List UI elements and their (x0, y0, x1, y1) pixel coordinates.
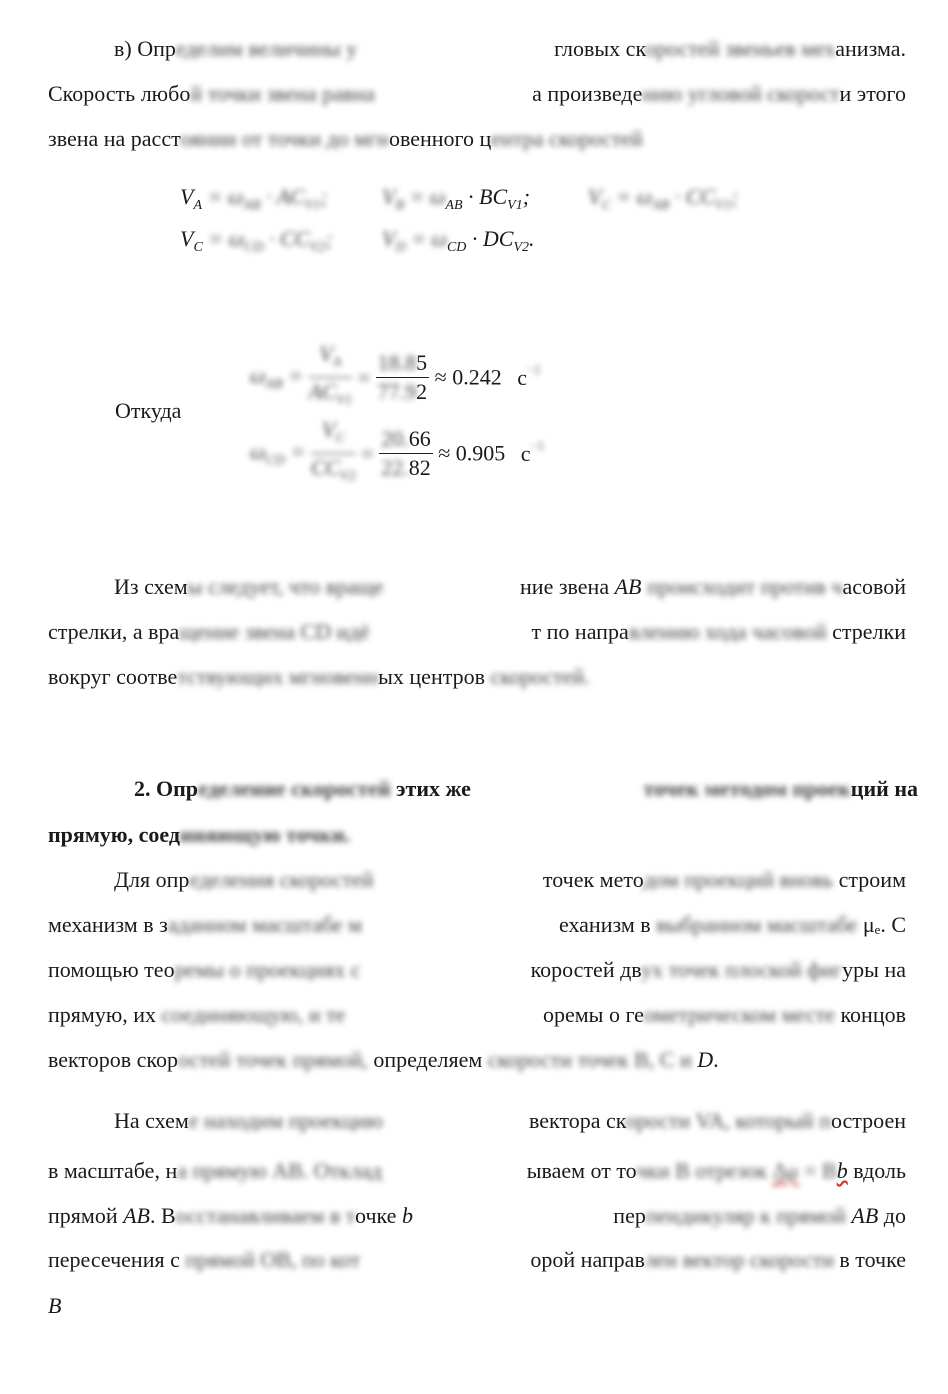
text: · DC (466, 226, 514, 251)
text: прямую, их (48, 1002, 162, 1027)
text-blurred: ух точек плоской фиг (640, 957, 843, 982)
para2-line1 (48, 574, 906, 600)
formula-vc2 (180, 226, 332, 256)
text-blurred: происходит против ч (641, 574, 843, 599)
text: определяем (367, 1047, 488, 1072)
text-blurred: B (395, 198, 405, 213)
text: AB (652, 198, 670, 213)
para3-line3 (48, 957, 906, 983)
text-blurred: ентра скоростей (491, 126, 643, 151)
text: · CC (669, 184, 716, 209)
text: C (335, 431, 345, 446)
text: ≈ 0.242 (434, 364, 502, 390)
text: вектора ск (529, 1108, 626, 1133)
text: AB (614, 574, 642, 599)
text-blurred: ометрическом месте (643, 1002, 835, 1027)
text: b (836, 1158, 848, 1183)
text: A (332, 355, 342, 370)
text-blurred: 20. (381, 426, 409, 451)
formula-omega-cd: $\omega_{CD}$ = $\frac{V_C}{CC_{V2}}$ = $\frac{20.66}{22.82}$ ≈ 0.905 $с^{-1}$ (250, 417, 545, 484)
text: т по напра (531, 619, 629, 644)
text: ≈ 0.905 (438, 440, 506, 466)
text: 5 (416, 350, 428, 375)
text: V1 (715, 198, 731, 213)
text-blurred: й точки звена равна (190, 81, 375, 106)
text: ; (522, 184, 531, 209)
para3-line1 (48, 867, 906, 893)
para3-line4 (48, 1002, 906, 1028)
text: На схем (114, 1108, 189, 1133)
formula-vb (382, 184, 530, 214)
text: C (601, 198, 611, 213)
para1-line2 (48, 81, 906, 107)
para3-line2 (48, 912, 906, 938)
text-blurred: A, который п (708, 1108, 831, 1133)
text-blurred: ; (320, 184, 328, 209)
text-blurred: = B (798, 1158, 837, 1183)
text-blurred: = ω (202, 184, 244, 209)
text: 66 (408, 426, 431, 451)
text-blurred: иняющую точки. (179, 822, 351, 847)
text: очке (355, 1203, 402, 1228)
text: вокруг соотве (48, 664, 178, 689)
para3-line5 (48, 1047, 906, 1073)
text: V2 (513, 240, 530, 255)
text-blurred: остей точек прямой, (177, 1047, 368, 1072)
text: вдоль (847, 1158, 906, 1183)
text: AC (308, 379, 337, 404)
text: прямой (48, 1203, 124, 1228)
text: V (588, 184, 602, 209)
text: ω (250, 362, 266, 388)
formula-omega-ab: $\omega_{AB}$ = $\frac{V_A}{AC_{V1}}$ = $\frac{18.85}{77.92}$ ≈ 0.242 $с^{-1}$ (250, 341, 541, 408)
text-blurred: = ω (405, 226, 447, 251)
text: . В (149, 1203, 176, 1228)
text: прямую, соед (48, 822, 180, 847)
text: CD (446, 240, 467, 255)
para2-line2 (48, 619, 906, 645)
text: V (180, 226, 194, 251)
text: механизм в з (48, 912, 168, 937)
text: CD (265, 452, 285, 468)
text: V (180, 184, 194, 209)
text: остроен (830, 1108, 906, 1133)
text-blurred: а прямую AB. Отклад (177, 1158, 382, 1183)
text-blurred: нию угловой скорост (642, 81, 840, 106)
text-blurred: скоростей. (490, 664, 590, 689)
para2-line3 (48, 664, 906, 690)
text-blurred: оянии от точки до мгн (180, 126, 389, 151)
text-blurred: 77.9 (377, 379, 417, 404)
text: помощью тео (48, 957, 175, 982)
text: V (321, 417, 336, 442)
text-blurred: 22. (381, 455, 409, 480)
text-blurred: −1 (526, 362, 541, 378)
text: ций на (850, 776, 918, 801)
text: в) Опр (114, 36, 176, 61)
text: пер (613, 1203, 646, 1228)
text-blurred: V1 (304, 198, 321, 213)
text: V2 (340, 469, 356, 484)
text: точек мето (542, 867, 644, 892)
text: с (517, 364, 527, 390)
text: C (193, 240, 203, 255)
text: V1 (336, 393, 353, 408)
text: анизма. (835, 36, 906, 61)
text: гловых ск (554, 36, 646, 61)
text-blurred: CD (244, 240, 264, 255)
text: асовой (842, 574, 906, 599)
text: V1 (507, 198, 523, 213)
text-blurred: V (382, 226, 396, 251)
text-blurred: чки B отрезок (636, 1158, 773, 1183)
text: в точке (833, 1247, 906, 1272)
text-blurred: еделения скоростей (189, 867, 374, 892)
text-blurred: V (382, 184, 396, 209)
text-blurred: скорости точек B, C и (487, 1047, 698, 1072)
text: оремы о ге (542, 1002, 644, 1027)
text-blurred: · CC (263, 226, 310, 251)
text: еханизм в (558, 912, 651, 937)
text: и этого (839, 81, 906, 106)
text-blurred: точек методом проек (643, 776, 851, 801)
formula-vd (382, 226, 535, 256)
text: этих же (390, 776, 471, 801)
text: ; (730, 184, 739, 209)
otkuda-label: Откуда (115, 398, 182, 423)
para4-line2 (48, 1158, 906, 1184)
text: овенного ц (388, 126, 492, 151)
text: уры на (842, 957, 906, 982)
para4-line3 (48, 1203, 906, 1229)
text: = ω (610, 184, 653, 209)
text: строим (833, 867, 906, 892)
text: AB (123, 1203, 150, 1228)
text: A (193, 198, 203, 213)
text-blurred: орости V (625, 1108, 709, 1133)
text: ние звена (520, 574, 615, 599)
text: 82 (408, 455, 431, 480)
text: стрелки, а вра (48, 619, 180, 644)
text: а произведе (532, 81, 643, 106)
text-blurred: выбранном масштабе (650, 912, 858, 937)
text-blurred: = ω (202, 226, 245, 251)
text-blurred: −1 (530, 438, 545, 454)
text-blurred: еделим величины у (175, 36, 358, 61)
text: 2. Опр (134, 776, 199, 801)
text-blurred: осстанавливаем в т (175, 1203, 356, 1228)
text-blurred: ; (325, 226, 333, 251)
text: концов (834, 1002, 906, 1027)
text: ываем от то (526, 1158, 637, 1183)
text-blurred: = ω (404, 184, 446, 209)
text: коростей дв (530, 957, 641, 982)
text-blurred: ы следует, что враще (187, 574, 384, 599)
text: пересечения с (48, 1247, 180, 1272)
text-blurred: Δμ (772, 1158, 799, 1183)
formula-va (180, 184, 328, 214)
text: . (529, 226, 535, 251)
text: ых центров (378, 664, 491, 689)
text-blurred: 18.8 (377, 350, 417, 375)
text: с (520, 440, 531, 466)
text: Для опр (114, 867, 190, 892)
para1-line3 (48, 126, 906, 152)
text-blurred: дом проекций вновь (643, 867, 834, 892)
text: AB (265, 376, 283, 392)
text: D (697, 1047, 714, 1072)
para4-line1 (48, 1108, 906, 1134)
text: стрелки (832, 619, 906, 644)
text: AB (845, 1203, 879, 1228)
text-blurred: щение звена CD идё (179, 619, 370, 644)
text: b (401, 1203, 413, 1228)
text-blurred: D (395, 240, 406, 255)
text-blurred: пендикуляр к прямой (645, 1203, 846, 1228)
text: AB (445, 198, 463, 213)
text: в масштабе, н (48, 1158, 178, 1183)
text: до (878, 1203, 906, 1228)
text: векторов скор (48, 1047, 178, 1072)
text: μₑ. С (857, 912, 906, 937)
text-blurred: оростей звеньев мех (645, 36, 836, 61)
text-blurred: тствующих мгновенн (177, 664, 379, 689)
text: Из схем (114, 574, 188, 599)
formula-vc1 (588, 184, 738, 214)
text: CC (310, 455, 341, 480)
text-blurred: соединяющую, и те (161, 1002, 346, 1027)
text: звена на расст (48, 126, 181, 151)
para1-line1 (48, 36, 906, 62)
text: Скорость любо (48, 81, 191, 106)
text-blurred: еделение скоростей (198, 776, 391, 801)
text-blurred: V2 (309, 240, 326, 255)
section-heading-line1 (134, 776, 918, 802)
section-heading-line2 (48, 822, 906, 848)
text-blurred: AB (243, 198, 261, 213)
text-blurred: прямой OB, по кот (179, 1247, 361, 1272)
text: · BC (462, 184, 508, 209)
para4-line5: B (48, 1293, 62, 1318)
text-blurred: лен вектор скорости (644, 1247, 834, 1272)
text: V (319, 341, 333, 366)
text-blurred: влению хода часовой (628, 619, 833, 644)
text-blurred: · AC (260, 184, 305, 209)
text: ω (250, 438, 266, 464)
text-blurred: ремы о проекциях с (174, 957, 361, 982)
para4-line4 (48, 1247, 906, 1273)
text: . (713, 1047, 719, 1072)
text-blurred: е находим проекцию (188, 1108, 383, 1133)
text-blurred: аданном масштабе м (167, 912, 363, 937)
text: орой направ (530, 1247, 645, 1272)
text: 2 (416, 379, 428, 404)
